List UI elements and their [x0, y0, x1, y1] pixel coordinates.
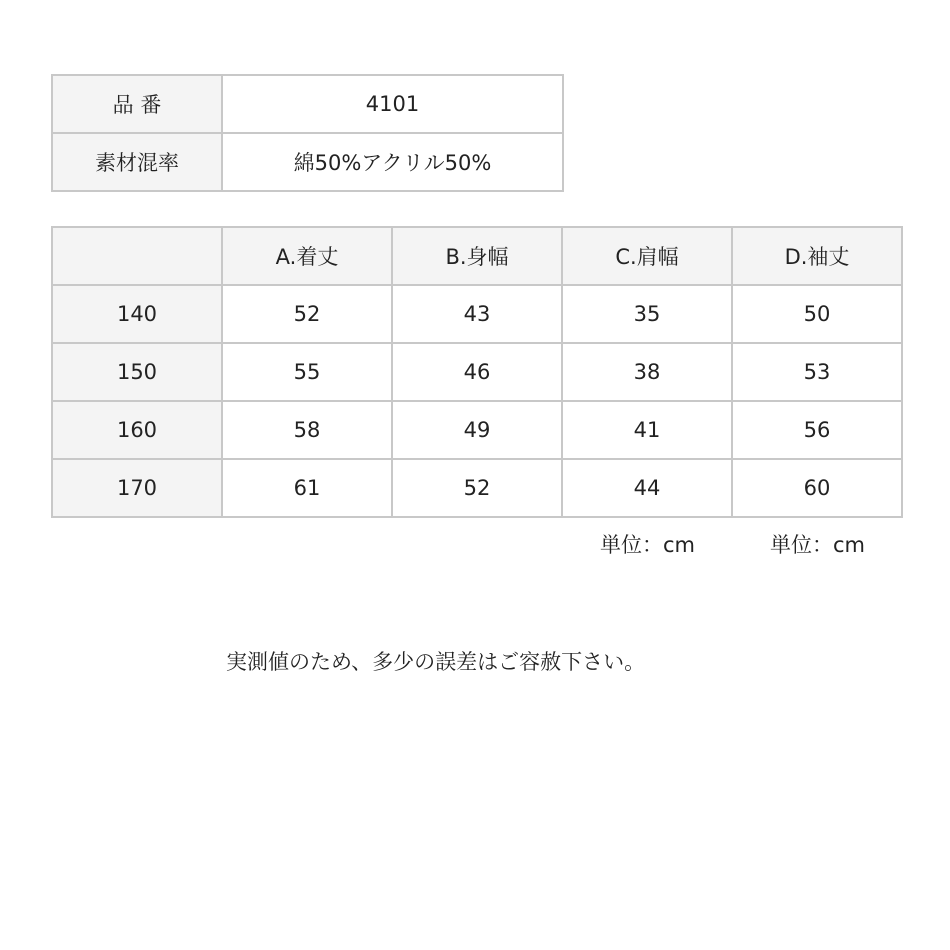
item-number-row [52, 75, 563, 133]
table-cell: 58 [222, 401, 392, 459]
size-table [51, 226, 903, 518]
table-cell: 52 [392, 459, 562, 517]
table-row [52, 459, 902, 517]
size-label: 140 [52, 285, 222, 343]
table-cell: 46 [392, 343, 562, 401]
size-label: 150 [52, 343, 222, 401]
table-row [52, 285, 902, 343]
unit-label: 単位：cm [600, 533, 696, 557]
table-cell: 49 [392, 401, 562, 459]
table-cell: 35 [562, 285, 732, 343]
table-cell: 52 [222, 285, 392, 343]
unit-label: 単位：cm [770, 533, 866, 557]
table-cell: 44 [562, 459, 732, 517]
header-sleeve: D.袖丈 [732, 227, 902, 285]
size-table-header [52, 227, 902, 285]
table-row [52, 401, 902, 459]
table-row [52, 343, 902, 401]
item-number-value: 4101 [222, 75, 563, 133]
header-width: B.身幅 [392, 227, 562, 285]
size-label: 160 [52, 401, 222, 459]
table-cell: 55 [222, 343, 392, 401]
table-cell: 60 [732, 459, 902, 517]
table-cell: 61 [222, 459, 392, 517]
table-cell: 50 [732, 285, 902, 343]
size-label: 170 [52, 459, 222, 517]
material-row [52, 133, 563, 191]
header-length: A.着丈 [222, 227, 392, 285]
table-cell: 56 [732, 401, 902, 459]
table-cell: 38 [562, 343, 732, 401]
measurement-note: 実測値のため、多少の誤差はご容赦下さい。 [226, 650, 646, 674]
header-corner [52, 227, 222, 285]
material-value: 綿50%アクリル50% [222, 133, 563, 191]
table-cell: 41 [562, 401, 732, 459]
item-number-label: 品 番 [52, 75, 222, 133]
table-cell: 53 [732, 343, 902, 401]
product-info-table [51, 74, 564, 192]
table-cell: 43 [392, 285, 562, 343]
header-shoulder: C.肩幅 [562, 227, 732, 285]
material-label: 素材混率 [52, 133, 222, 191]
